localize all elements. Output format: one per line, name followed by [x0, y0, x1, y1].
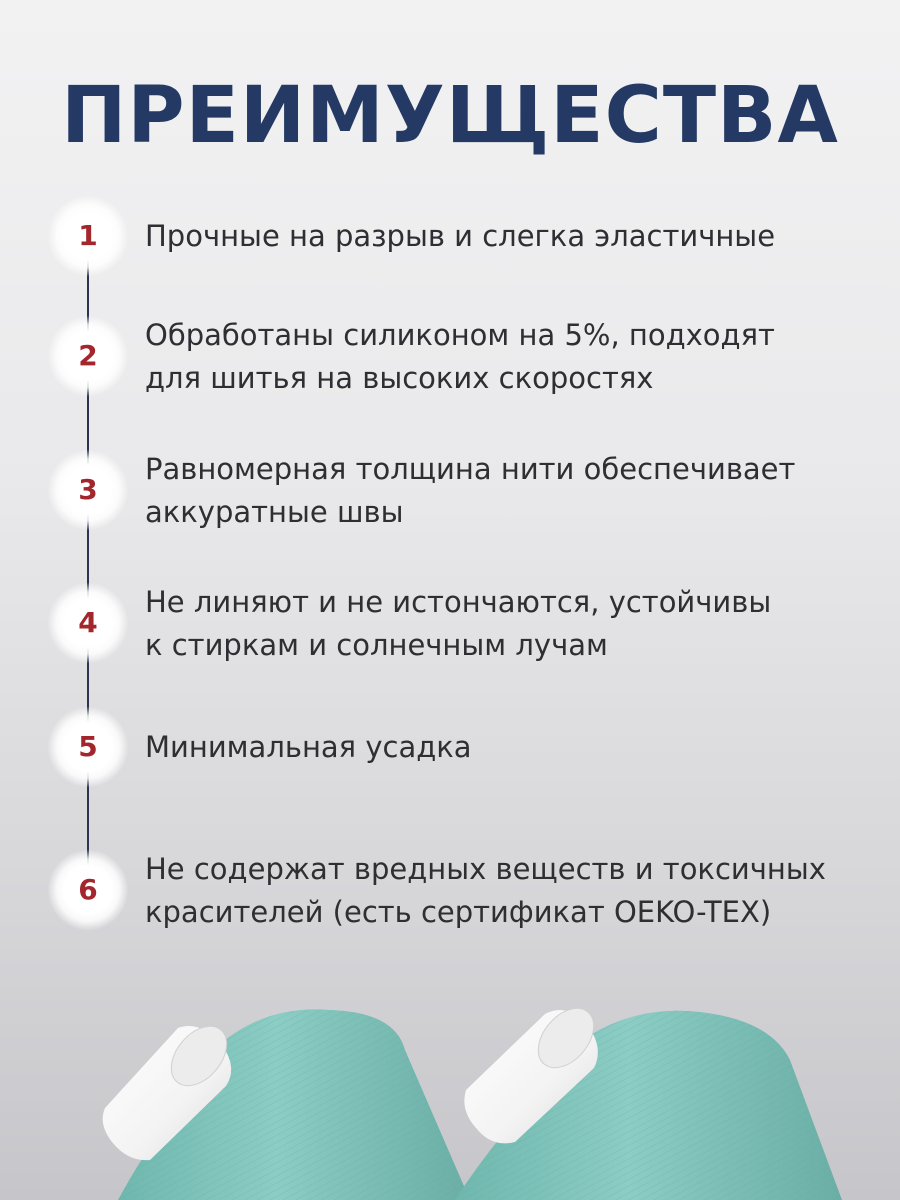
advantage-text: Минимальная усадка — [145, 730, 472, 764]
advantage-text: Равномерная толщина нити обеспечивает аккуратные швы — [145, 452, 796, 529]
number-label: 3 — [78, 473, 98, 506]
number-badge — [48, 850, 128, 930]
number-label: 1 — [78, 219, 98, 252]
number-label: 6 — [78, 873, 98, 906]
advantage-text: Не содержат вредных веществ и токсичных красителей (есть сертификат OEKO-TEX) — [145, 852, 826, 929]
number-badge — [48, 450, 128, 530]
number-badge — [48, 316, 128, 396]
advantage-text: Не линяют и не истончаются, устойчивы к стиркам и солнечным лучам — [145, 585, 772, 662]
number-badge — [48, 196, 128, 276]
number-label: 5 — [78, 730, 98, 763]
thread-spools-image — [0, 990, 900, 1200]
number-label: 2 — [78, 339, 98, 372]
number-badge — [48, 583, 128, 663]
right-spool — [455, 998, 842, 1200]
number-badge — [48, 707, 128, 787]
advantage-text: Обработаны силиконом на 5%, подходят для шитья на высоких скоростях — [145, 318, 775, 395]
number-label: 4 — [78, 606, 98, 639]
advantage-text: Прочные на разрыв и слегка эластичные — [145, 219, 776, 253]
left-spool — [103, 1009, 470, 1200]
page-title: ПРЕИМУЩЕСТВА — [61, 71, 839, 161]
